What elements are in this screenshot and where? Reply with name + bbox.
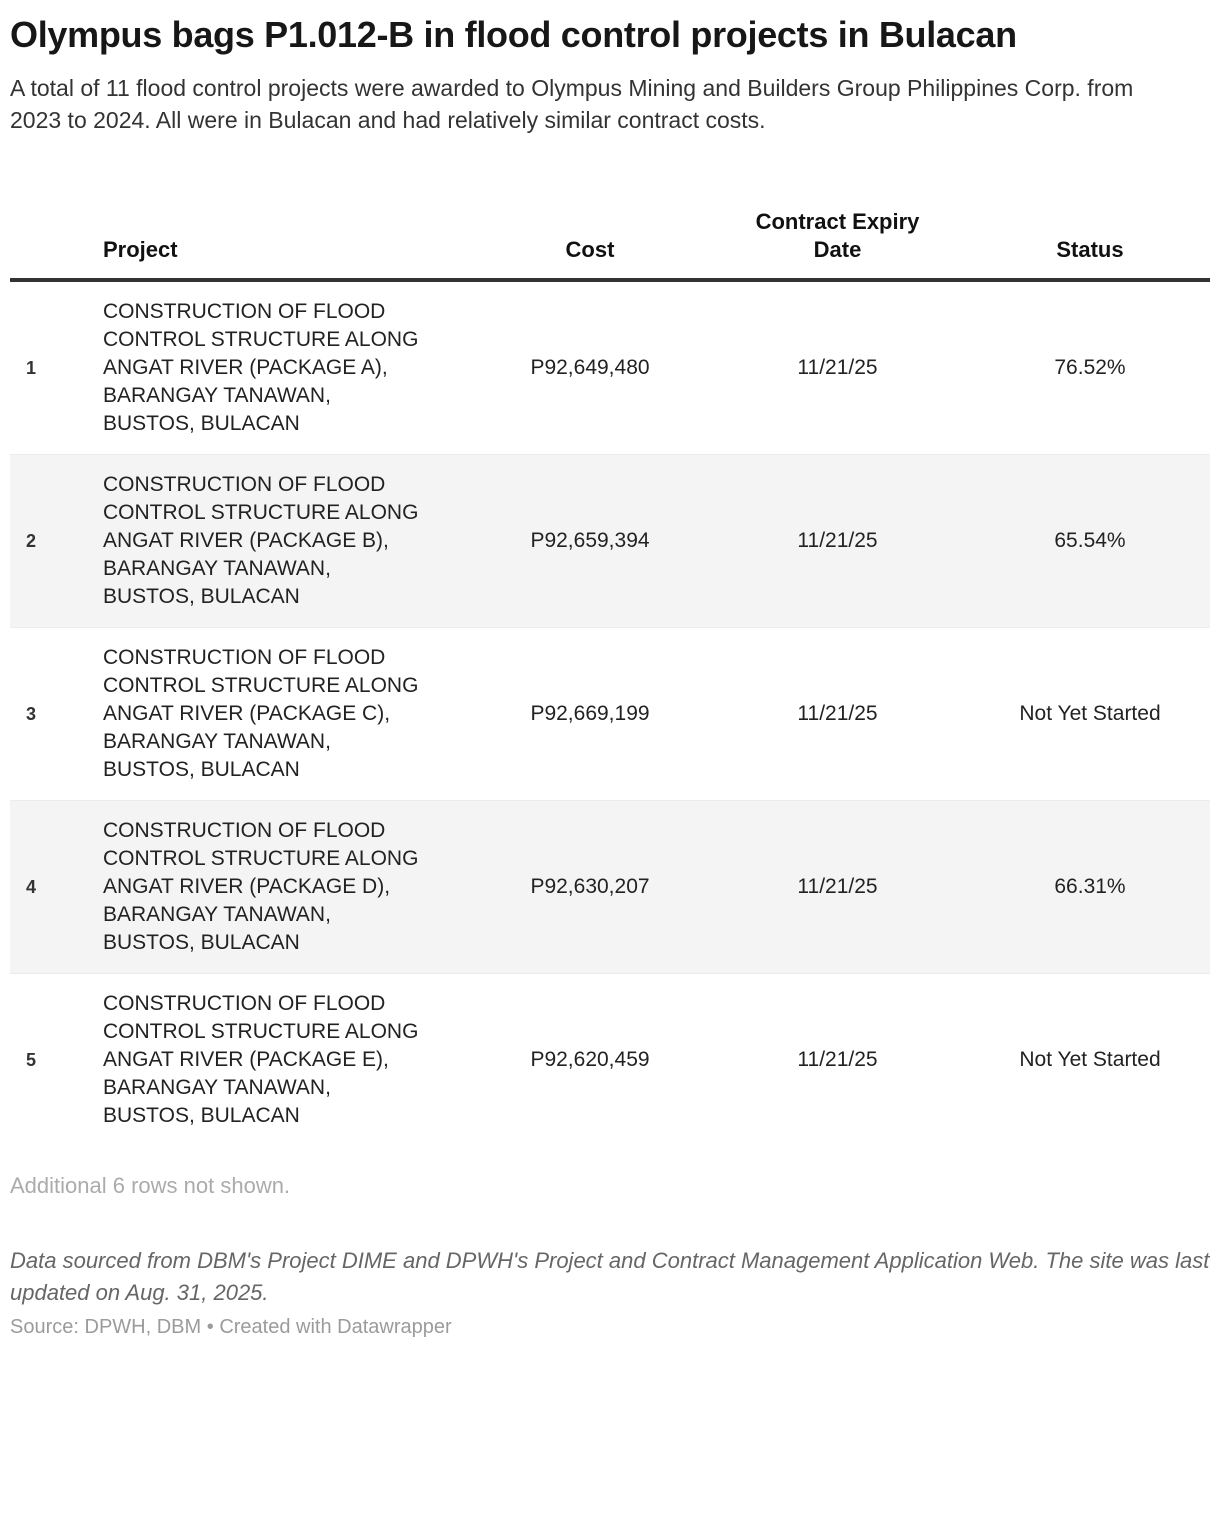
column-header-expiry-date: [705, 194, 970, 280]
separator-dot: •: [206, 1316, 214, 1339]
chart-title: Olympus bags P1.012-B in flood control projects in Bulacan: [10, 14, 1017, 55]
table-row: [10, 801, 1210, 974]
data-footnote: Data sourced from DBM's Project DIME and DPWH's Project and Contract Management Application Web. The site was last updated on Aug. 31, 2025.: [10, 1248, 1210, 1306]
table-row: [10, 280, 1210, 455]
status-cell: 66.31%: [1054, 875, 1126, 899]
expiry-date-cell: 11/21/25: [797, 702, 878, 726]
column-header-status: Status: [1056, 236, 1124, 262]
cost-cell: P92,669,199: [530, 702, 650, 726]
project-cell: CONSTRUCTION OF FLOOD CONTROL STRUCTURE ALONG ANGAT RIVER (PACKAGE B), BARANGAY TANAWAN, BUSTOS, BULACAN: [103, 473, 419, 609]
status-cell: 76.52%: [1054, 356, 1126, 380]
project-cell: CONSTRUCTION OF FLOOD CONTROL STRUCTURE ALONG ANGAT RIVER (PACKAGE C), BARANGAY TANAWAN, BUSTOS, BULACAN: [103, 646, 419, 782]
chart-description: A total of 11 flood control projects were awarded to Olympus Mining and Builders Group Philippines Corp. from 2023 to 2024. All were in Bulacan and had relatively similar contract costs.: [10, 75, 1134, 133]
column-header-expiry-date-label: Contract Expiry Date: [755, 209, 920, 262]
expiry-date-cell: 11/21/25: [797, 356, 878, 380]
column-header-project: Project: [103, 236, 178, 262]
project-cell: CONSTRUCTION OF FLOOD CONTROL STRUCTURE ALONG ANGAT RIVER (PACKAGE E), BARANGAY TANAWAN, BUSTOS, BULACAN: [103, 992, 419, 1128]
data-table: [10, 194, 1210, 1146]
table-row: [10, 974, 1210, 1147]
row-index-cell: 5: [26, 1049, 37, 1070]
table-row: [10, 455, 1210, 628]
rows-not-shown-note: Additional 6 rows not shown.: [10, 1173, 291, 1199]
cost-cell: P92,659,394: [530, 529, 650, 553]
datawrapper-attribution-link[interactable]: Created with Datawrapper: [219, 1316, 452, 1339]
expiry-date-cell: 11/21/25: [797, 529, 878, 553]
project-cell: CONSTRUCTION OF FLOOD CONTROL STRUCTURE ALONG ANGAT RIVER (PACKAGE D), BARANGAY TANAWAN, BUSTOS, BULACAN: [103, 819, 419, 955]
cost-cell: P92,630,207: [530, 875, 650, 899]
row-index-cell: 3: [26, 703, 37, 724]
row-index-cell: 2: [26, 530, 37, 551]
header-row: [10, 194, 1210, 280]
source-value: DPWH, DBM: [84, 1316, 202, 1339]
table-header: [10, 194, 1210, 280]
column-header-cost: Cost: [565, 236, 615, 262]
column-header-index: [10, 194, 95, 280]
project-cell: CONSTRUCTION OF FLOOD CONTROL STRUCTURE ALONG ANGAT RIVER (PACKAGE A), BARANGAY TANAWAN, BUSTOS, BULACAN: [103, 300, 419, 436]
row-index-cell: 4: [26, 876, 37, 897]
expiry-date-cell: 11/21/25: [797, 875, 878, 899]
status-cell: 65.54%: [1054, 529, 1126, 553]
source-line: [10, 1316, 1210, 1339]
source-label: Source:: [10, 1316, 79, 1339]
cost-cell: P92,620,459: [530, 1048, 650, 1072]
table-body: [10, 280, 1210, 1146]
status-cell: Not Yet Started: [1019, 1048, 1161, 1072]
table-row: [10, 628, 1210, 801]
row-index-cell: 1: [26, 357, 37, 378]
status-cell: Not Yet Started: [1019, 702, 1161, 726]
expiry-date-cell: 11/21/25: [797, 1048, 878, 1072]
cost-cell: P92,649,480: [530, 356, 650, 380]
